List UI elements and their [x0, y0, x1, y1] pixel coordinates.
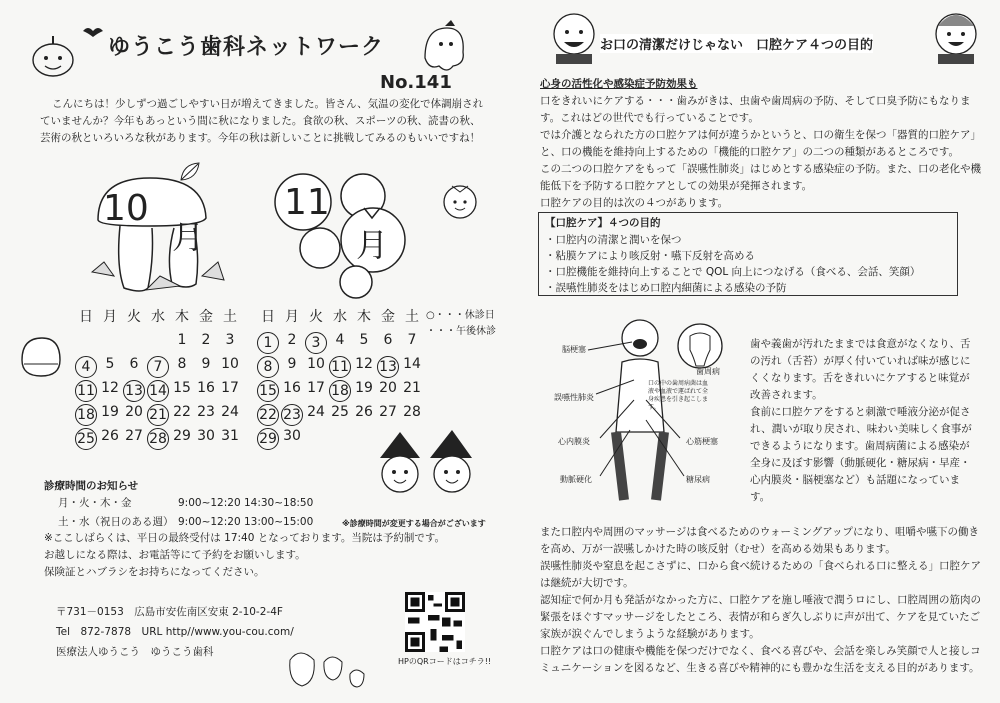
para-line: と、口の機能を維持向上するための「機能的口腔ケア」の二つの種類があるところです。: [540, 146, 960, 158]
clinic-contact[interactable]: Tel 872-7878 URL http//www.you-cou.com/: [56, 626, 294, 638]
side-line: 食前に口腔ケアをすると刺激で唾液分泌が促さ: [750, 406, 971, 418]
section-header: お口の清潔だけじゃない 口腔ケア４つの目的: [600, 34, 873, 53]
weekday-header: 月: [103, 309, 117, 325]
calendar-day: 26: [101, 428, 119, 444]
calendar-day: 6: [129, 356, 139, 372]
calendar-day: 24: [221, 404, 239, 420]
chestnut-icon: [18, 334, 64, 380]
purpose-item: ・誤嚥性肺炎をはじめ口腔内細菌による感染の予防: [545, 282, 787, 294]
calendar-day: 9: [287, 356, 297, 372]
para-line: 口をきれいにケアする・・・歯みがきは、虫歯や歯周病の予防、そして口臭予防にもなりま: [540, 95, 971, 107]
witch-kids-illustration: [372, 428, 482, 500]
calendar-day: 20: [379, 380, 397, 396]
november-month-char: 月: [356, 226, 389, 264]
issue-number: No.141: [380, 72, 452, 93]
diagram-label: 誤嚥性肺炎: [554, 393, 594, 402]
closing-paragraph: [540, 524, 981, 677]
calendar-day: 3: [225, 332, 235, 348]
para-line: 口腔ケアの目的は次の４つがあります。: [540, 197, 729, 209]
calendar-day: 10: [221, 356, 239, 372]
side-line: 改善されます。: [750, 389, 823, 401]
diagram-label: 糖尿病: [686, 475, 710, 484]
hours-time: 9:00~12:20 14:30~18:50: [178, 497, 314, 509]
calendar-day: 7: [147, 356, 169, 378]
intro-line: こんにちは！少しずつ過ごしやすい日が増えてきました。皆さん、気温の変化で体調崩され: [52, 98, 484, 110]
intro-paragraph: [540, 93, 981, 212]
ghost-illustration: [415, 18, 470, 78]
calendar-day: 15: [257, 380, 279, 402]
side-line: くくなります。舌をきれいにケアすると味覚が: [750, 372, 970, 384]
weekday-header: 土: [405, 309, 419, 325]
calendar-day: 2: [201, 332, 211, 348]
newsletter-title: ゆうこう歯科ネットワーク: [108, 35, 385, 60]
side-text: [750, 336, 972, 506]
weekday-header: 水: [333, 309, 347, 325]
calendar-day: 30: [283, 428, 301, 444]
calendar-day: 23: [197, 404, 215, 420]
calendar-day: 17: [221, 380, 239, 396]
diagram-label: 心筋梗塞: [686, 437, 718, 446]
calendar-day: 11: [329, 356, 351, 378]
calendar-day: 19: [355, 380, 373, 396]
qr-caption: HPのQRコードはコチラ!!: [398, 657, 492, 666]
leaf-icon: [178, 160, 202, 184]
weekday-header: 日: [261, 309, 275, 325]
hours-note: ※診療時間が変更する場合がございます: [342, 519, 486, 528]
calendar-day: 27: [379, 404, 397, 420]
calendar-day: 29: [257, 428, 279, 450]
side-line: 全身に及ぼす影響（動脈硬化・糖尿病・早産・: [750, 457, 971, 469]
calendar-day: 14: [147, 380, 169, 402]
para-line: また口腔内や周囲のマッサージは食べるためのウォーミングアップになり、咀嚼や嚥下の働き: [540, 526, 980, 538]
para-line: ミュニケーションを図るなど、生きる喜びや精神的にも豊かな生活を支える目的があります。: [540, 662, 980, 674]
calendar-day: 1: [177, 332, 187, 348]
elderly-woman-icon: [930, 8, 982, 64]
note-line: 保険証とハブラシをお持ちになってください。: [44, 566, 265, 578]
calendar-day: 26: [355, 404, 373, 420]
purpose-box-title: 【口腔ケア】４つの目的: [545, 217, 661, 229]
calendar-day: 13: [123, 380, 145, 402]
diagram-note: 口の中の歯周病菌は血液や血液で運ばれて全身疾患を引き起こします。: [648, 380, 709, 411]
side-line: す。: [750, 491, 771, 503]
calendar-day: 24: [307, 404, 325, 420]
subheading: 心身の活性化や感染症予防効果も: [540, 78, 698, 90]
calendar-day: 10: [307, 356, 325, 372]
clinic-name: 医療法人ゆうこう ゆうこう歯科: [56, 646, 214, 658]
october-number: 10: [103, 188, 149, 229]
calendar-day: 8: [257, 356, 279, 378]
para-line: を高め、万が一誤嚥しかけた時の咳反射（むせ）を高める効果もあります。: [540, 543, 896, 555]
calendar-day: 16: [283, 380, 301, 396]
right-page: [500, 0, 1000, 703]
afternoon-closed-legend: ・・・午後休診: [426, 326, 496, 337]
weekday-header: 木: [175, 309, 189, 325]
side-line: 心内膜炎・脳梗塞など）も話題になっていま: [750, 474, 960, 486]
diagram-label: 脳梗塞: [562, 345, 586, 354]
para-line: 誤嚥性肺炎や窒息を起こさずに、口から食べ続けるための「食べられる口に整える」口腔ケア: [540, 560, 981, 572]
calendar-day: 1: [257, 332, 279, 354]
calendar-day: 8: [177, 356, 187, 372]
calendar-day: 27: [125, 428, 143, 444]
calendar-day: 16: [197, 380, 215, 396]
weekday-header: 金: [381, 309, 395, 325]
purpose-item: ・粘膜ケアにより咳反射・嚥下反射を高める: [545, 250, 755, 262]
purpose-item: ・口腔内の清潔と潤いを保つ: [545, 234, 682, 246]
weekday-header: 土: [223, 309, 237, 325]
calendar-day: 12: [101, 380, 119, 396]
november-number: 11: [284, 182, 330, 223]
diagram-label: 動脈硬化: [560, 475, 592, 484]
para-line: この二つの口腔ケアをもって「誤嚥性肺炎」はじめとする感染症の予防。また、口の老化や機: [540, 163, 981, 175]
qr-code[interactable]: [405, 592, 465, 652]
elderly-man-icon: [548, 8, 600, 64]
calendar-day: 20: [125, 404, 143, 420]
calendar-day: 6: [383, 332, 393, 348]
intro-line: 芸術の秋といろいろな秋があります。今年の秋は新しいことに挑戦してみるのもいいですね！: [40, 132, 481, 144]
calendar-day: 11: [75, 380, 97, 402]
purpose-item: ・口腔機能を維持向上することで QOL 向上につなげる（食べる、会話、笑顔）: [545, 266, 921, 278]
side-line: できるようになります。歯周病菌による感染が: [750, 440, 970, 452]
hours-days: 月・火・木・金: [58, 497, 132, 509]
acorn-icons: [284, 640, 374, 690]
purpose-box: [538, 212, 958, 296]
calendar-day: 22: [173, 404, 191, 420]
diagram-label: 心内膜炎: [558, 437, 590, 446]
para-line: 口腔ケアは口の健康や機能を保つだけでなく、食べる喜びや、会話を楽しみ笑顔で人と接しコ: [540, 645, 981, 657]
october-calendar: [74, 306, 242, 446]
calendar-day: 13: [377, 356, 399, 378]
para-line: 認知症で何か月も発話がなかった方に、口腔ケアを施し唾液で潤うロにし、口腔周囲の筋肉の: [540, 594, 981, 606]
weekday-header: 日: [79, 309, 93, 325]
calendar-day: 18: [329, 380, 351, 402]
calendar-day: 23: [281, 404, 303, 426]
side-line: 歯や義歯が汚れたままでは食意がなくなり、舌: [750, 338, 971, 350]
calendar-day: 19: [101, 404, 119, 420]
calendar-day: 5: [359, 332, 369, 348]
weekday-header: 金: [199, 309, 213, 325]
calendar-day: 30: [197, 428, 215, 444]
november-calendar: [256, 306, 424, 446]
side-line: れ、潤いが取り戻され、味わい美味しく食事が: [750, 423, 972, 435]
weekday-header: 木: [357, 309, 371, 325]
para-line: 家族が涙ぐんでしまうような経験があります。: [540, 628, 760, 640]
calendar-day: 9: [201, 356, 211, 372]
notes: [44, 530, 445, 581]
calendar-day: 28: [147, 428, 169, 450]
october-month-char: 月: [172, 218, 205, 256]
para-line: では介護となられた方の口腔ケアは何が違うかというと、口の衛生を保つ「器質的口腔ケア」: [540, 129, 981, 141]
weekday-header: 水: [151, 309, 165, 325]
calendar-day: 2: [287, 332, 297, 348]
calendar-day: 5: [105, 356, 115, 372]
intro-line: ていませんか？今年もあっという間に秋になりました。食欲の秋、スポーツの秋、読書の秋、: [40, 115, 481, 127]
weekday-header: 火: [127, 309, 141, 325]
bat-icon: [82, 24, 104, 38]
calendar-day: 3: [305, 332, 327, 354]
pumpkin-illustration: [28, 30, 78, 80]
calendar-day: 14: [403, 356, 421, 372]
intro-text: [40, 96, 483, 147]
para-line: 緊張をほぐすマッサージをしたところ、表情が和らぎ久しぶりに声が出て、ケアを見ていたご: [540, 611, 981, 623]
calendar-day: 22: [257, 404, 279, 426]
calendar-day: 15: [173, 380, 191, 396]
calendar-day: 12: [355, 356, 373, 372]
side-line: の汚れ（舌苔）が厚く付いていれば味が感じに: [750, 355, 971, 367]
calendar-day: 28: [403, 404, 421, 420]
para-line: す。これはどの世代でも行っていることです。: [540, 112, 759, 124]
clinic-address: 〒731－0153 広島市安佐南区安東 2-10-2-4F: [56, 606, 283, 618]
calendar-day: 31: [221, 428, 239, 444]
calendar-day: 7: [407, 332, 417, 348]
persimmon-face-icon: [440, 178, 480, 220]
calendar-day: 17: [307, 380, 325, 396]
calendar-day: 21: [403, 380, 421, 396]
hours-days: 土・水（祝日のある週）: [58, 516, 174, 528]
note-line: お越しになる際は、お電話等にて予約をお願いします。: [44, 549, 306, 561]
weekday-header: 月: [285, 309, 299, 325]
calendar-day: 4: [75, 356, 97, 378]
hours-time: 9:00~12:20 13:00~15:00: [178, 516, 314, 528]
weekday-header: 火: [309, 309, 323, 325]
diagram-label: 歯周病: [696, 367, 720, 376]
para-line: 能低下を予防する口腔ケアとしての効果が発揮されます。: [540, 180, 813, 192]
hours-title: 診療時間のお知らせ: [44, 480, 139, 492]
calendar-day: 25: [331, 404, 349, 420]
calendar-day: 25: [75, 428, 97, 450]
calendar-day: 4: [335, 332, 345, 348]
note-line: ※ここしばらくは、平日の最終受付は 17:40 となっております。当院は予約制です。: [44, 532, 446, 544]
para-line: は継続が大切です。: [540, 577, 634, 589]
calendar-day: 21: [147, 404, 169, 426]
calendar-day: 29: [173, 428, 191, 444]
calendar-day: 18: [75, 404, 97, 426]
closed-day-legend: ○・・・休診日: [426, 310, 495, 321]
